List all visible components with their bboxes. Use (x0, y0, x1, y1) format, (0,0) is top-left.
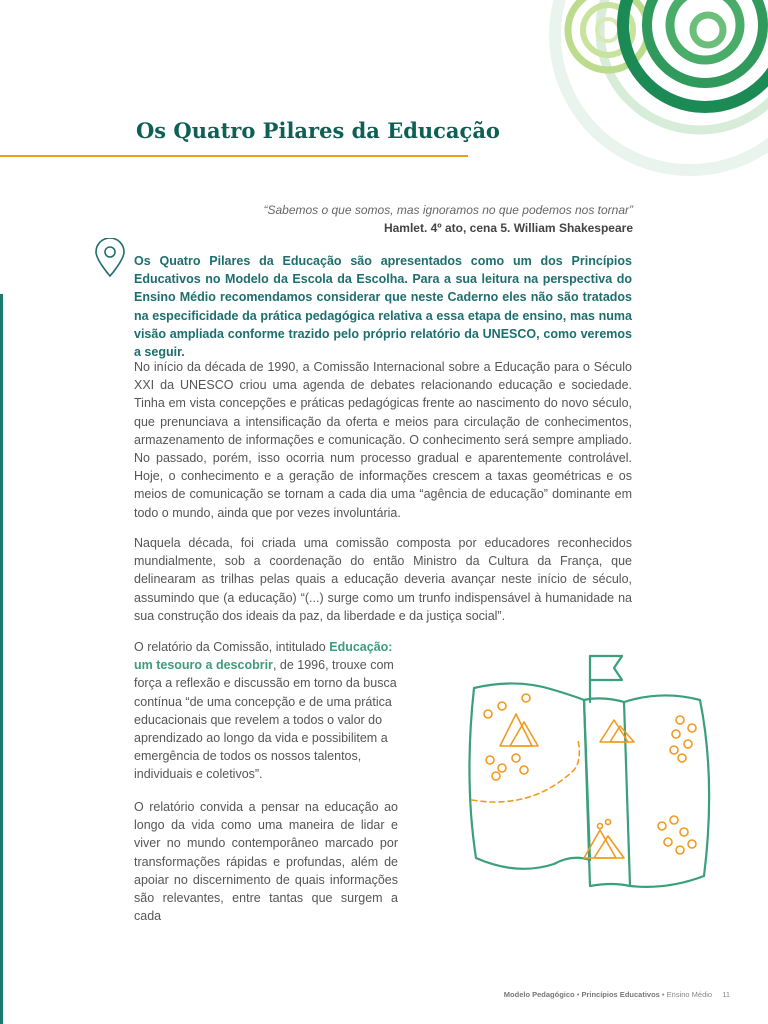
page-title: Os Quatro Pilares da Educação (136, 118, 500, 143)
body-paragraph-4: O relatório convida a pensar na educação ao longo da vida como uma maneira de lidar e viver no mundo contemporâneo marcado por transformações rápidas e profundas, além de apoiar no discernimento de quais informações são relevantes, entre tantas que surgem a cada (134, 800, 398, 924)
footer-separator-1: • (576, 990, 580, 999)
epigraph-text: “Sabemos o que somos, mas ignoramos no que podemos nos tornar” (263, 203, 633, 217)
body-paragraph-1: No início da década de 1990, a Comissão Internacional sobre a Educação para o Século XXI da UNESCO criou uma agenda de debates relacionando educação e sociedade. Tinha em vista concepções e práticas pedagógicas frente ao nascimento do novo século, que prenunciava a intensificação da oferta e meios para circulação de conhecimentos, armazenamento de informações e comunicação. O conhecimento será sempre ampliado. No passado, porém, isso ocorria num processo gradual e aparentemente controlável. Hoje, o conhecimento e a geração de informações crescem a taxas geométricas e os meios de comunicação se tornam a cada dia uma “agência de educação” dominante em todo o mundo, ainda que por vezes involuntária. (134, 360, 632, 520)
epigraph (263, 201, 633, 237)
left-margin-rule (0, 294, 3, 1024)
treasure-map-illustration (462, 650, 728, 900)
intro-paragraph: Os Quatro Pilares da Educação são apresentados como um dos Princípios Educativos no Modelo da Escola da Escolha. Para a sua leitura na perspectiva do Ensino Médio recomendamos considerar que neste Caderno eles não são tratados na especificidade da prática pedagógica relativa a essa etapa de ensino, mas numa visão ampliada conforme trazido pelo próprio relatório da UNESCO, como veremos a seguir. (134, 254, 632, 360)
green-swirl-decoration (540, 0, 768, 200)
epigraph-source: Hamlet. 4º ato, cena 5. William Shakespeare (383, 221, 633, 235)
footer-series: Modelo Pedagógico (503, 990, 575, 999)
footer-section: Princípios Educativos (581, 990, 660, 999)
report-title-highlight: Educação: um tesouro a descobrir (134, 640, 393, 673)
title-underline (0, 155, 468, 157)
body-paragraph-2: Naquela década, foi criada uma comissão composta por educadores reconhecidos mundialmente, sob a coordenação do então Ministro da Cultura da França, que delinearam as trilhas pelas quais a educação deveria avançar neste início de século, assumindo que (a educação) “(...) surge como um trunfo indispensável à humanidade na sua construção dos ideais da paz, da liberdade e da justiça social”. (134, 536, 632, 623)
body-paragraph-3 (134, 638, 398, 784)
location-pin-icon (93, 238, 127, 278)
footer-level: Ensino Médio (666, 990, 713, 999)
paragraph-3-lead: O relatório da Comissão, intitulado (134, 640, 330, 654)
footer-separator-2: • (661, 990, 665, 999)
page-number: 11 (722, 990, 730, 999)
paragraph-3-rest: , de 1996, trouxe com força a reflexão e discussão em torno da busca contínua “de uma concepção e de uma prática educacionais que revelem a todos o valor do aprendizado ao longo da vida e possibilitem a emergência de todos os nossos talentos, individuais e coletivos”. (134, 658, 397, 782)
page-footer (504, 990, 730, 999)
